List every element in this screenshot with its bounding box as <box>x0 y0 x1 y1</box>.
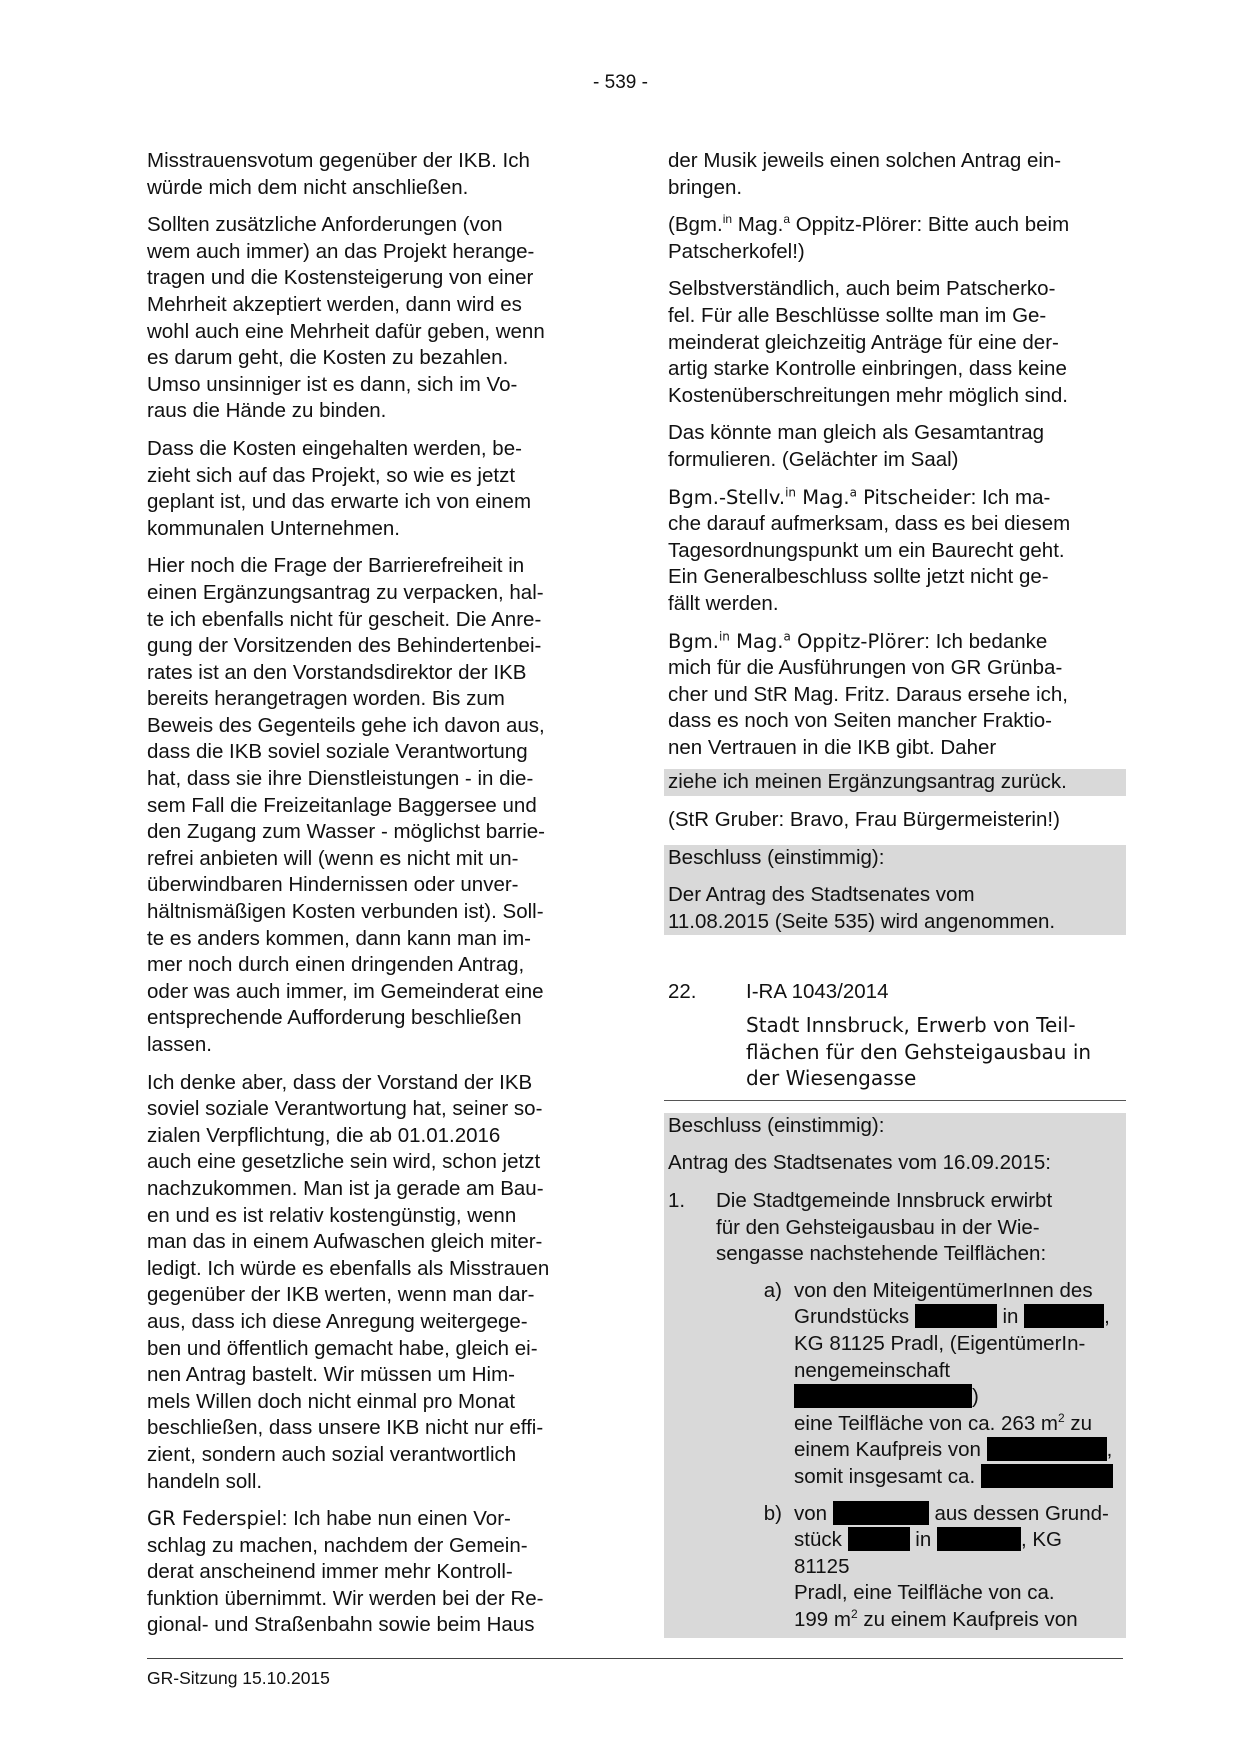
paragraph: (Bgm.$^{in}$ Mag.$^a$ Oppitz-Plörer: Bitte auch beim Patscherkofel!) <box>668 212 1070 263</box>
right-column <box>668 148 1122 1638</box>
agenda-title: Stadt Innsbruck, Erwerb von Teil- flächen für den Gehsteigausbau in der Wiesengasse <box>746 1013 1092 1091</box>
paragraph: Ich denke aber, dass der Vorstand der IKB soviel soziale Verantwortung hat, seiner so- zialen Verpflichtung, die ab 01.01.2016 auch eine gesetzliche sein wird, schon jetzt nachzukommen. Man ist ja gerade am Bau- en und es ist relativ kostengünstig, wenn man das in einem Aufwaschen gleich miter- ledigt. Ich würde es ebenfalls als Misstrauen gegenüber der IKB werten, wenn man dar- aus, dass ich diese Anregung weitergege- ben und öffentlich gemacht habe, gleich ei- nen Antrag bastelt. Wir müssen um Him- mels Willen doch nicht einmal pro Monat beschließen, dass unsere IKB nicht nur effi- zient, sondern auch sozial verantwortlich handeln soll. <box>147 1070 550 1493</box>
redaction <box>937 1527 1021 1551</box>
resolution-box <box>664 1113 1126 1638</box>
speaker-name: GR Federspiel <box>147 1507 282 1531</box>
redaction <box>987 1437 1107 1461</box>
sub-item-a: a) von den MiteigentümerInnen des Grundstücks in , KG 81125 Pradl, (EigentümerIn- nengemeinschaft ) eine Teilfläche von ca. 263 $m^2$ zu einem Kaufpreis von , somit insgesamt ca. <box>763 1278 1113 1488</box>
paragraph: Misstrauensvotum gegenüber der IKB. Ich würde mich dem nicht anschließen. <box>147 149 530 199</box>
paragraph: Dass die Kosten eingehalten werden, be- zieht sich auf das Projekt, so wie es jetzt geplant ist, und das erwarte ich von einem kommunalen Unternehmen. <box>147 436 532 540</box>
paragraph: Selbstverständlich, auch beim Patscherko- fel. Für alle Beschlüsse sollte man im Ge- meinderat gleichzeitig Anträge für eine der- artig starke Kontrolle einbringen, dass keine Kostenüberschreitungen mehr möglich sind. <box>668 277 1068 407</box>
resolution-label: Beschluss (einstimmig): <box>668 1113 885 1137</box>
page-number: - 539 - <box>593 72 648 93</box>
redaction <box>833 1501 929 1525</box>
footer: GR-Sitzung 15.10.2015 <box>147 1668 330 1688</box>
redaction <box>848 1527 910 1551</box>
resolution-label: Beschluss (einstimmig): <box>668 845 885 869</box>
paragraph: Hier noch die Frage der Barrierefreiheit in einen Ergänzungsantrag zu verpacken, hal- te ich ebenfalls nicht für gescheit. Die Anre- gung der Vorsitzenden des Behindertenbei- rates ist an den Vorstandsdirektor der IKB bereits herangetragen worden. Bis zum Beweis des Gegenteils gehe ich davon aus, dass die IKB soviel soziale Verantwortung hat, dass sie ihre Dienstleistungen - in die- sem Fall die Freizeitanlage Baggersee und den Zugang zum Wasser - möglichst barrie- refrei anbieten will (wenn es nicht mit un- überwindbaren Hindernissen oder unver- hältnismäßigen Kosten verbunden ist). Soll- te es anders kommen, dann kann man im- mer noch durch einen dringenden Antrag, oder was auch immer, im Gemeinderat eine entsprechende Aufforderung beschließen lassen. <box>147 554 545 1056</box>
list-item: 1. Die Stadtgemeinde Innsbruck erwirbt für den Gehsteigausbau in der Wie- sengasse nachstehende Teilflächen: <box>668 1189 1053 1266</box>
resolution-text: Der Antrag des Stadtsenates vom 11.08.2015 (Seite 535) wird angenommen. <box>668 883 1056 933</box>
motion-title: Antrag des Stadtsenates vom 16.09.2015: <box>668 1151 1051 1175</box>
redaction <box>794 1384 972 1408</box>
redaction <box>1024 1304 1104 1328</box>
paragraph: der Musik jeweils einen solchen Antrag ein- bringen. <box>668 149 1062 199</box>
interjection: (StR Gruber: Bravo, Frau Bürgermeisterin!) <box>668 808 1060 832</box>
paragraph: Sollten zusätzliche Anforderungen (von wem auch immer) an das Projekt herange- tragen und die Kostensteigerung von einer Mehrheit akzeptiert werden, dann wird es wohl auch eine Mehrheit dafür geben, wenn es darum geht, die Kosten zu bezahlen. Umso unsinniger ist es dann, sich im Vo- raus die Hände zu binden. <box>147 213 545 423</box>
redaction <box>981 1464 1113 1488</box>
footer-divider <box>147 1658 1123 1659</box>
speaker-name: Bgm.-Stellv.$^{in}$ Mag.$^a$ Pitscheider <box>668 485 971 509</box>
left-column <box>147 148 599 1650</box>
paragraph: Bgm.$^{in}$ Mag.$^a$ Oppitz-Plörer: Ich bedanke mich für die Ausführungen von GR Grünba- cher und StR Mag. Fritz. Daraus ersehe ich, dass es noch von Seiten mancher Fraktio- nen Vertrauen in die IKB gibt. Daher <box>668 629 1068 759</box>
agenda-item-header <box>668 979 1122 1006</box>
paragraph: Das könnte man gleich als Gesamtantrag formulieren. (Gelächter im Saal) <box>668 421 1045 471</box>
redaction <box>915 1304 997 1328</box>
agenda-number: 22. <box>668 980 697 1004</box>
sub-item-b: b) von aus dessen Grund- stück in , KG 81125 Pradl, eine Teilfläche von ca. 199 $m^2$ zu einem Kaufpreis von <box>763 1501 1109 1631</box>
resolution-box <box>664 845 1126 936</box>
paragraph: GR Federspiel: Ich habe nun einen Vor- schlag zu machen, nachdem der Gemein- derat anscheinend immer mehr Kontroll- funktion übernimmt. Wir werden bei der Re- gional- und Straßenbahn sowie beim Haus <box>147 1507 544 1637</box>
divider <box>664 1100 1126 1101</box>
shaded-line: ziehe ich meinen Ergänzungsantrag zurück. <box>664 769 1126 796</box>
agenda-reference: I-RA 1043/2014 <box>746 980 889 1004</box>
speaker-name: Bgm.$^{in}$ Mag.$^a$ Oppitz-Plörer <box>668 629 925 653</box>
paragraph: Bgm.-Stellv.$^{in}$ Mag.$^a$ Pitscheider: Ich ma- che darauf aufmerksam, dass es bei diesem Tagesordnungspunkt um ein Baurecht geht. Ein Generalbeschluss sollte jetzt nicht ge- fällt werden. <box>668 485 1071 615</box>
